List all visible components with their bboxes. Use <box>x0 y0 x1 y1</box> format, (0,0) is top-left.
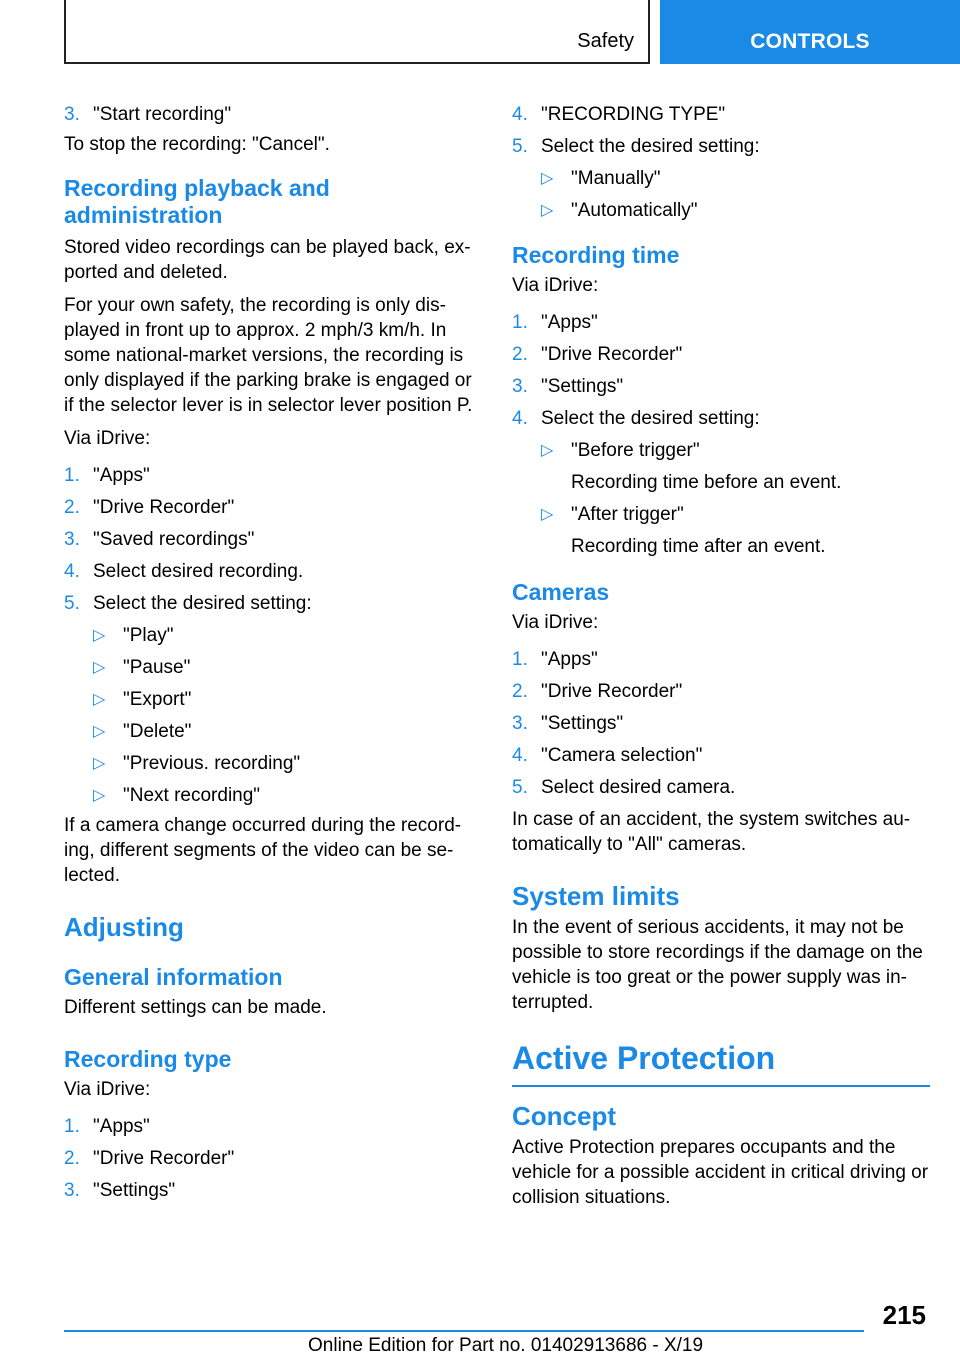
footer-divider <box>64 1330 864 1332</box>
heading-concept: Concept <box>512 1101 616 1131</box>
via-idrive: Via iDrive: <box>64 1079 151 1100</box>
controls-tab[interactable] <box>660 0 960 64</box>
list-item: 2. "Drive Recorder" <box>64 497 235 518</box>
list-item: 3. "Settings" <box>64 1180 176 1201</box>
left-column <box>64 102 476 1218</box>
option-item: ▷ "Manually" <box>541 168 661 189</box>
list-item: 3. "Settings" <box>512 713 624 734</box>
via-idrive: Via iDrive: <box>512 612 599 633</box>
stop-text: To stop the recording: "Cancel". <box>64 134 330 155</box>
triangle-bullet-icon: ▷ <box>541 506 554 523</box>
triangle-bullet-icon: ▷ <box>93 659 106 676</box>
heading-system-limits: System limits <box>512 881 680 911</box>
via-idrive: Via iDrive: <box>512 275 599 296</box>
option-item: ▷ "Delete" <box>93 721 192 742</box>
list-item: 4. Select desired recording. <box>64 561 304 582</box>
heading-cameras: Cameras <box>512 579 610 605</box>
paragraph: Different settings can be made. <box>64 997 327 1018</box>
paragraph: In case of an accident, the system switches au-tomatically to "All" cameras. <box>512 809 911 855</box>
heading-active-protection: Active Protection <box>512 1039 930 1087</box>
triangle-bullet-icon: ▷ <box>541 442 554 459</box>
list-item: 5. Select desired camera. <box>512 777 736 798</box>
list-item: 3. "Saved recordings" <box>64 529 255 550</box>
recording-time-steps <box>512 310 930 559</box>
option-item: ▷ "After trigger" Recording time after an event. <box>541 504 826 557</box>
camera-steps <box>512 647 930 807</box>
list-item: 2. "Drive Recorder" <box>512 344 683 365</box>
heading-playback: Recording playback and administration <box>64 175 330 228</box>
list-item: 3. "Start recording" <box>64 104 232 125</box>
list-item: 5. Select the desired setting: ▷ "Play" ▷ "Pause" ▷ "Export" ▷ "Delete" ▷ "Previous. recording" ▷ "Next recording" <box>64 591 476 809</box>
controls-tab-label: CONTROLS <box>750 30 870 53</box>
section-title: Safety <box>577 30 634 52</box>
heading-general-information: General information <box>64 964 283 990</box>
recording-type-options <box>541 166 930 224</box>
heading-recording-time: Recording time <box>512 242 680 268</box>
triangle-bullet-icon: ▷ <box>541 170 554 187</box>
right-column <box>512 102 930 1218</box>
paragraph: If a camera change occurred during the record-ing, different segments of the video can be se-lected. <box>64 815 462 886</box>
list-item: 1. "Apps" <box>64 1116 150 1137</box>
list-item: 1. "Apps" <box>512 312 598 333</box>
option-item: ▷ "Previous. recording" <box>93 753 301 774</box>
option-item: ▷ "Export" <box>93 689 192 710</box>
paragraph: For your own safety, the recording is only dis-played in front up to approx. 2 mph/3 km/h. In some national-market versions, the recording is only displayed if the parking brake is engaged or if the selector lever is in selector lever position P. <box>64 295 473 416</box>
heading-recording-type: Recording type <box>64 1046 232 1072</box>
option-item: ▷ "Play" <box>93 625 174 646</box>
header-bar <box>64 0 650 64</box>
option-item: ▷ "Automatically" <box>541 200 698 221</box>
list-item: 3. "Settings" <box>512 376 624 397</box>
page-number: 215 <box>882 1300 926 1330</box>
list-item: 5. Select the desired setting: ▷ "Manually" ▷ "Automatically" <box>512 134 930 224</box>
triangle-bullet-icon: ▷ <box>93 787 106 804</box>
triangle-bullet-icon: ▷ <box>93 627 106 644</box>
playback-options <box>93 623 476 809</box>
paragraph: In the event of serious accidents, it may not be possible to store recordings if the damage on the vehicle is too great or the power supply was in-terrupted. <box>512 917 923 1013</box>
paragraph: Stored video recordings can be played back, ex-ported and deleted. <box>64 237 471 283</box>
list-item: 4. "RECORDING TYPE" <box>512 104 726 125</box>
triangle-bullet-icon: ▷ <box>93 691 106 708</box>
option-item: ▷ "Next recording" <box>93 785 261 806</box>
option-item: ▷ "Pause" <box>93 657 191 678</box>
via-idrive: Via iDrive: <box>64 428 151 449</box>
triangle-bullet-icon: ▷ <box>93 755 106 772</box>
heading-adjusting: Adjusting <box>64 912 184 942</box>
list-item: 1. "Apps" <box>64 465 150 486</box>
option-item: ▷ "Before trigger" Recording time before an event. <box>541 440 842 493</box>
list-item: 2. "Drive Recorder" <box>512 681 683 702</box>
triangle-bullet-icon: ▷ <box>541 202 554 219</box>
triangle-bullet-icon: ▷ <box>93 723 106 740</box>
list-item: 2. "Drive Recorder" <box>64 1148 235 1169</box>
list-item: 4. "Camera selection" <box>512 745 703 766</box>
list-item: 4. Select the desired setting: ▷ "Before trigger" Recording time before an event. ▷ "After trigger" Recording time after an event. <box>512 406 930 559</box>
list-item: 1. "Apps" <box>512 649 598 670</box>
footer-edition: Online Edition for Part no. 01402913686 - X/19 <box>308 1335 704 1356</box>
recording-type-steps <box>64 1114 476 1210</box>
paragraph: Active Protection prepares occupants and the vehicle for a possible accident in critical driving or collision situations. <box>512 1137 929 1208</box>
playback-steps <box>64 463 476 809</box>
recording-time-options <box>541 438 930 559</box>
recording-type-steps-cont <box>512 102 930 224</box>
